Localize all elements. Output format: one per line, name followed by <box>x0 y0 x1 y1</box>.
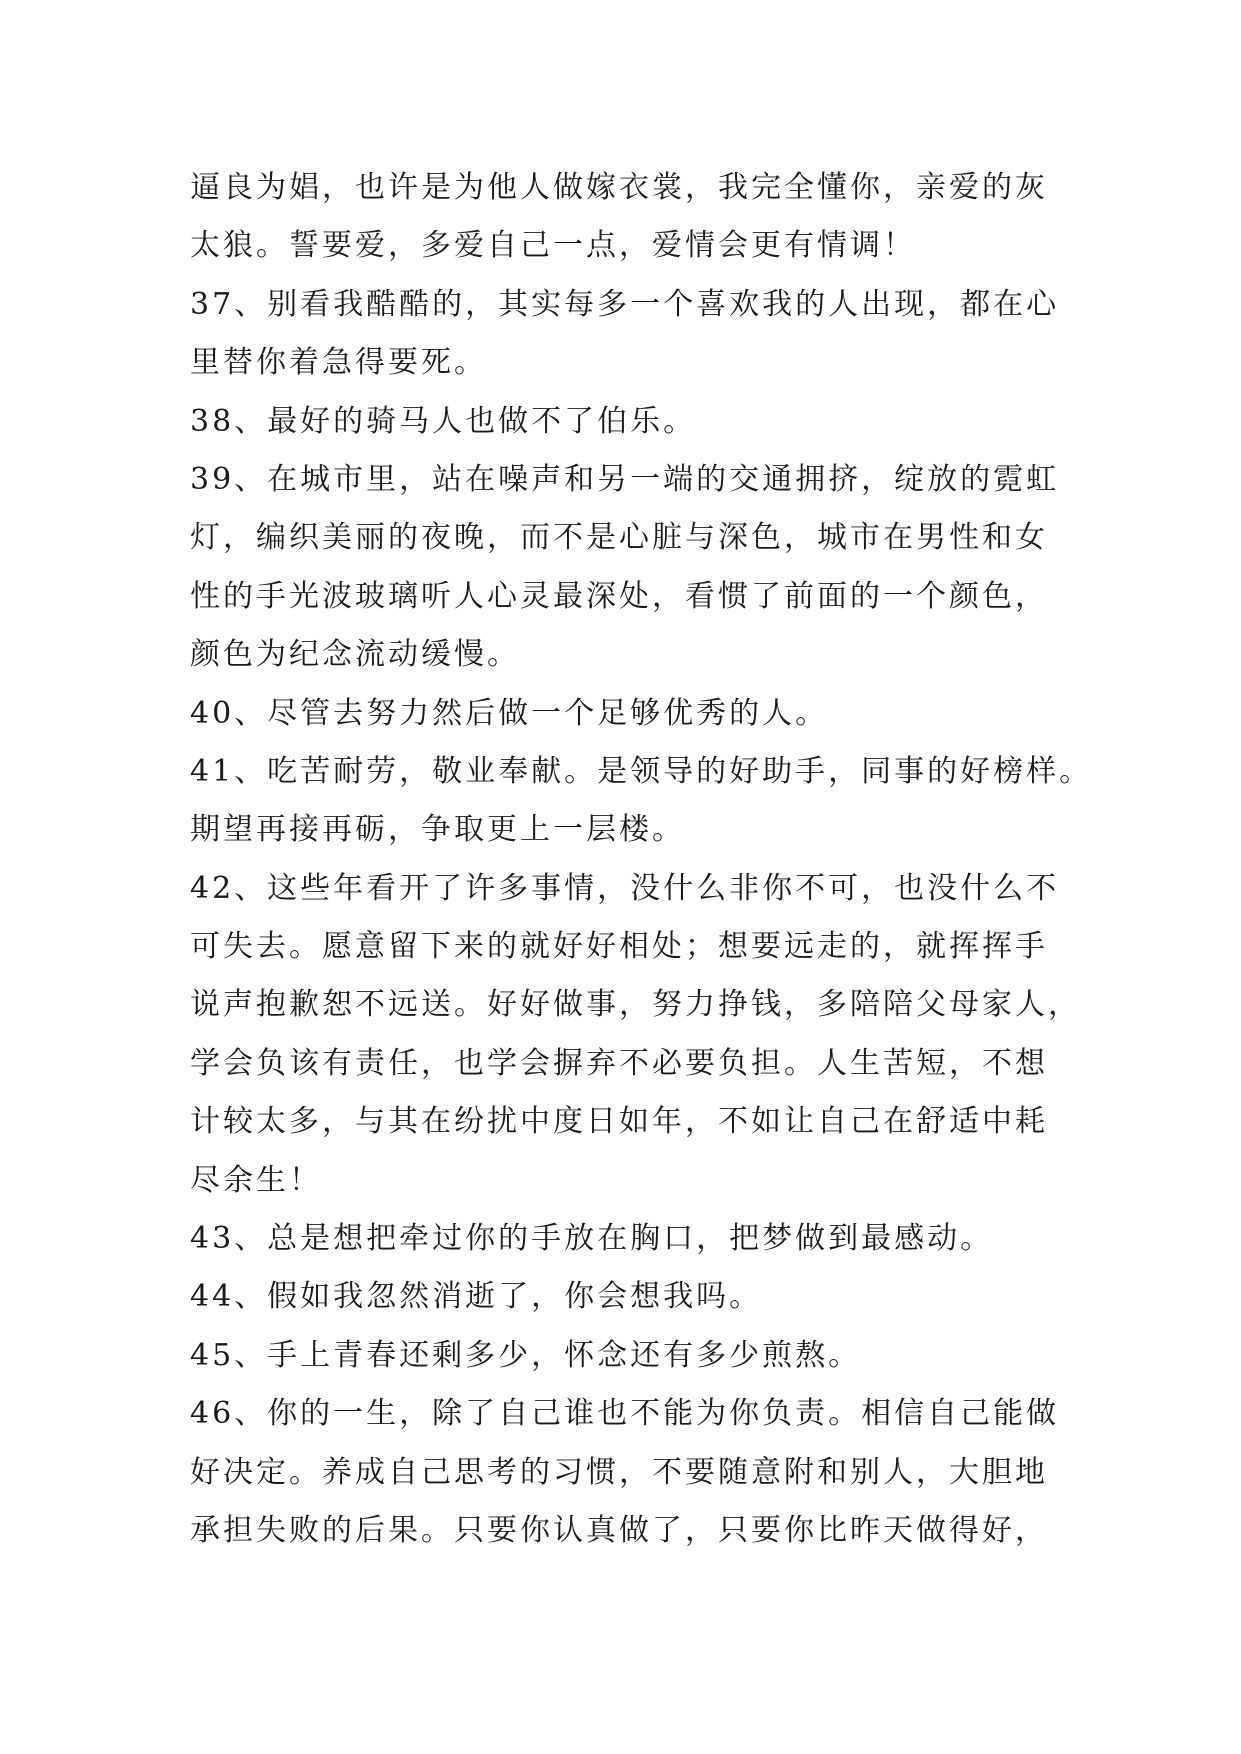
text-line: 44、假如我忽然消逝了，你会想我吗。 <box>190 1279 763 1315</box>
text-line: 42、这些年看开了许多事情，没什么非你不可，也没什么不 <box>190 870 1060 906</box>
text-line: 计较太多，与其在纷扰中度日如年，不如让自己在舒适中耗 <box>190 1104 1048 1140</box>
text-line: 灯，编织美丽的夜晚，而不是心脏与深色，城市在男性和女 <box>190 520 1048 556</box>
text-line: 好决定。养成自己思考的习惯，不要随意附和别人，大胆地 <box>190 1454 1048 1490</box>
text-body <box>190 159 1093 1560</box>
text-line: 41、吃苦耐劳，敬业奉献。是领导的好助手，同事的好榜样。 <box>190 753 1093 789</box>
text-line: 46、你的一生，除了自己谁也不能为你负责。相信自己能做 <box>190 1396 1060 1432</box>
text-line: 38、最好的骑马人也做不了伯乐。 <box>190 403 697 439</box>
text-line: 39、在城市里，站在噪声和另一端的交通拥挤，绽放的霓虹 <box>190 461 1060 497</box>
text-line: 可失去。愿意留下来的就好好相处；想要远走的，就挥挥手 <box>190 929 1048 965</box>
text-line: 45、手上青春还剩多少，怀念还有多少煎熬。 <box>190 1337 862 1373</box>
text-line: 37、别看我酷酷的，其实每多一个喜欢我的人出现，都在心 <box>190 286 1060 322</box>
text-line: 期望再接再砺，争取更上一层楼。 <box>190 812 685 848</box>
text-line: 颜色为纪念流动缓慢。 <box>190 637 520 673</box>
text-line: 里替你着急得要死。 <box>190 345 487 381</box>
text-line: 学会负该有责任，也学会摒弃不必要负担。人生苦短，不想 <box>190 1045 1048 1081</box>
text-line: 太狼。誓要爱，多爱自己一点，爱情会更有情调！ <box>190 228 916 264</box>
text-line: 尽余生！ <box>190 1162 322 1198</box>
text-line: 承担失败的后果。只要你认真做了，只要你比昨天做得好， <box>190 1512 1048 1548</box>
text-line: 逼良为娼，也许是为他人做嫁衣裳，我完全懂你，亲爱的灰 <box>190 170 1048 205</box>
text-line: 说声抱歉恕不远送。好好做事，努力挣钱，多陪陪父母家人， <box>190 987 1081 1023</box>
text-line: 43、总是想把牵过你的手放在胸口，把梦做到最感动。 <box>190 1221 994 1257</box>
text-line: 性的手光波玻璃听人心灵最深处，看惯了前面的一个颜色， <box>190 578 1048 614</box>
text-line: 40、尽管去努力然后做一个足够优秀的人。 <box>190 695 829 731</box>
